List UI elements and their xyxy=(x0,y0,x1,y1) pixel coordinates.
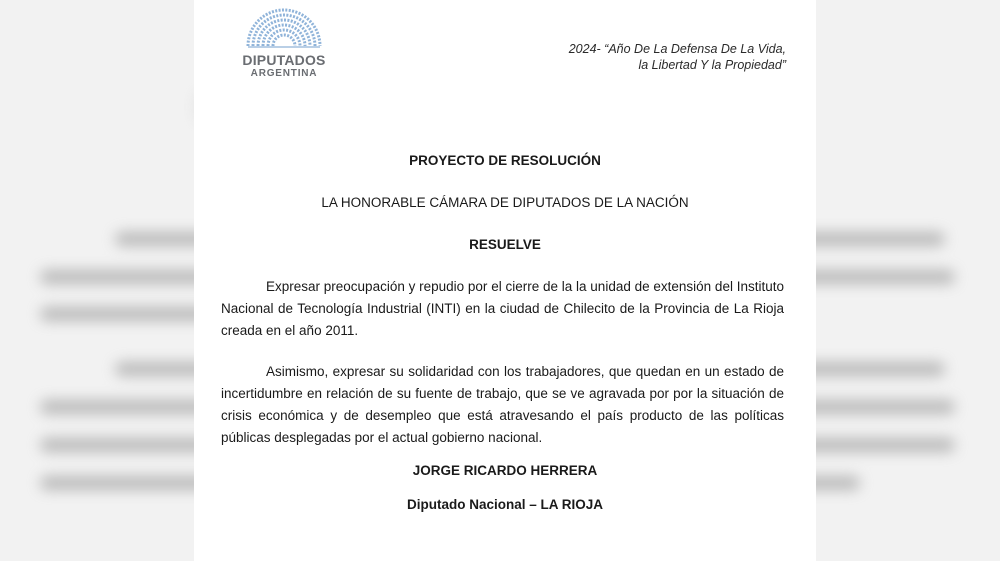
document-title: PROYECTO DE RESOLUCIÓN xyxy=(409,153,601,168)
signer-name: JORGE RICARDO HERRERA xyxy=(412,463,598,478)
year-motto xyxy=(486,41,786,73)
logo-country: ARGENTINA xyxy=(250,68,318,79)
motto-line-2: la Libertad Y la Propiedad” xyxy=(638,58,786,72)
paragraph-1: Expresar preocupación y repudio por el cierre de la la unidad de extensión del Instituto Nacional de Tecnología Industrial (INTI) en la ciudad de Chilecito de la Provincia de La Rioja creada en el año 2011. xyxy=(221,279,784,338)
signer-title: Diputado Nacional – LA RIOJA xyxy=(406,497,604,512)
hemicycle-icon xyxy=(246,6,322,50)
resolve-heading: RESUELVE xyxy=(469,237,541,252)
paragraph-2: Asimismo, expresar su solidaridad con los trabajadores, que quedan en un estado de incertidumbre en relación de su fuente de trabajo, que se ve agravada por por la situación de crisis económica y de desempleo que está atravesando el país producto de las políticas públicas desplegadas por el actual gobierno nacional. xyxy=(221,364,784,445)
document-page xyxy=(194,0,816,561)
motto-line-1: 2024- “Año De La Defensa De La Vida, xyxy=(568,42,786,56)
chamber-line: LA HONORABLE CÁMARA DE DIPUTADOS DE LA NACIÓN xyxy=(321,195,689,210)
logo-name: DIPUTADOS xyxy=(242,52,326,68)
diputados-logo xyxy=(232,6,336,82)
